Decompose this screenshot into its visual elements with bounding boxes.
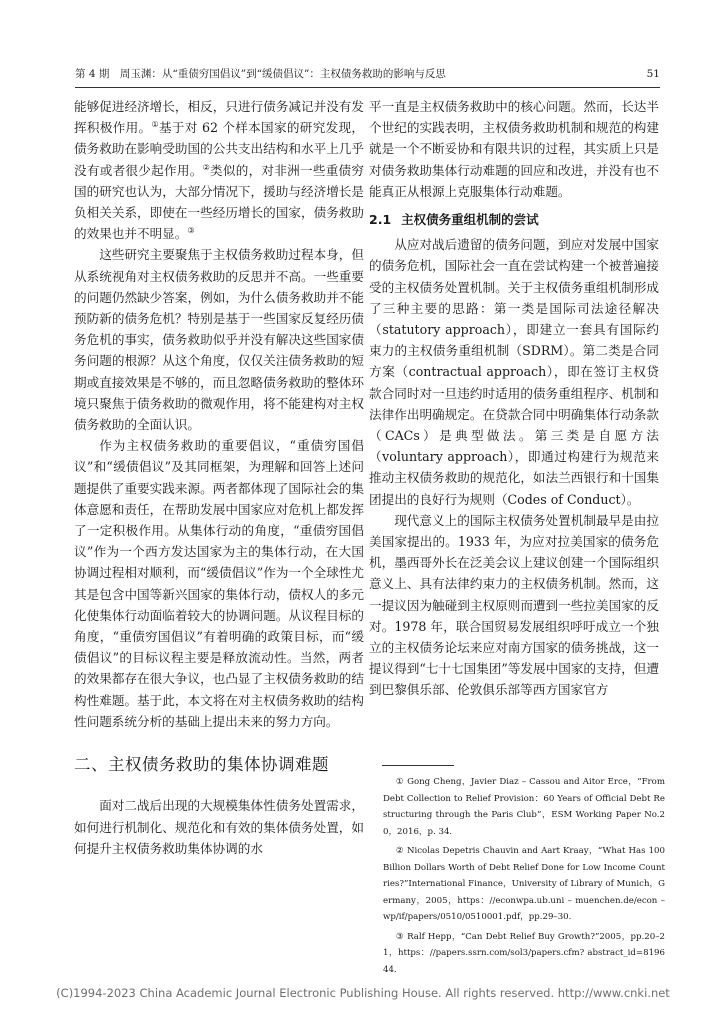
footnote-ref[interactable]: ① bbox=[151, 120, 159, 130]
paragraph: 面对二战后出现的大规模集体性债务处置需求，如何进行机制化、规范化和有效的集体债务处置，如何提升主权债务救助集体协调的水 bbox=[74, 798, 364, 856]
footnotes bbox=[383, 774, 665, 981]
running-header bbox=[75, 64, 660, 84]
footnote: ② Nicolas Depetris Chauvin and Aart Kraay，“What Has 100 Billion Dollars Worth of Debt Relief Done for Low Income Countries?”International Finance，University of Library of Munich，Germany，2005，https：//econwpa.ub.uni – muenchen.de/econ – wp/if/papers/0510/0510001.pdf，pp.29–30. bbox=[383, 846, 665, 922]
section-title: 二、主权债务救助的集体协调难题 bbox=[74, 755, 329, 775]
left-column bbox=[74, 96, 364, 859]
page-number: 51 bbox=[646, 68, 660, 80]
paragraph: 作为主权债务救助的重要倡议，“重债穷国倡议”和“缓债倡议”及其同框架，为理解和回答上述问题提供了重要实践来源。两者都体现了国际社会的集体意愿和责任，在帮助发展中国家应对危机上都发挥了一定积极作用。从集体行动的角度，“重债穷国倡议”作为一个西方发达国家为主的集体行动，在大国协调过程相对顺利，而“缓债倡议”作为一个全球性尤其是包含中国等新兴国家的集体行动，债权人的多元化使集体行动面临着较大的协调问题。从议程目标的角度，“重债穷国倡议”有着明确的政策目标，而“缓债倡议”的目标议程主要是释放流动性。当然，两者的效果都存在很大争议，也凸显了主权债务救助的结构性难题。基于此，本文将在对主权债务救助的结构性问题系统分析的基础上提出未来的努力方向。 bbox=[74, 438, 364, 729]
paragraph: 现代意义上的国际主权债务处置机制最早是由拉美国家提出的。1933 年，为应对拉美国家的债务危机，墨西哥外长在泛美会议上建议创建一个国际组织意义上、具有法律约束力的主权债务机制。然而，这一提议因为触碰到主权原则而遭到一些拉美国家的反对。1978 年，联合国贸易发展组织呼吁成立一个独立的主权债务论坛来应对南方国家的债务挑战，这一提议得到“七十七国集团”等发展中国家的支持，但遭到巴黎俱乐部、伦敦俱乐部等西方国家官方 bbox=[369, 512, 659, 698]
paragraph: 平一直是主权债务救助中的核心问题。然而，长达半个世纪的实践表明，主权债务救助机制和规范的构建就是一个不断妥协和有限共识的过程，其实质上只是对债务救助集体行动难题的回应和改进，并没有也不能真正从根源上克服集体行动难题。 bbox=[369, 99, 659, 199]
footnote-ref[interactable]: ③ bbox=[187, 226, 195, 236]
copyright-footer: (C)1994-2023 China Academic Journal Electronic Publishing House. All rights reserved. http://www.cnki.net bbox=[56, 986, 670, 1000]
running-header-title: 第 4 期 周玉渊：从“重债穷国倡议”到“缓债倡议”：主权债务救助的影响与反思 bbox=[75, 68, 446, 80]
paragraph: 从应对战后遗留的债务问题，到应对发展中国家的债务危机，国际社会一直在尝试构建一个被普遍接受的主权债务处置机制。关于主权债务重组机制形成了三种主要的思路：第一类是国际司法途径解决（statutory approach），即建立一套具有国际约束力的主权债务重组机制（SDRM）。第二类是合同方案（contractual approach），即在签订主权贷款合同时对一旦违约时适用的债务重组程序、机制和法律作出明确规定。在贷款合同中明确集体行动条款（CACs）是典型做法。第三类是自愿方法（voluntary approach），即通过构建行为规范来推动主权债务救助的规范化，如法兰西银行和十国集团提出的良好行为规则（Codes of Conduct）。 bbox=[369, 237, 659, 507]
footnote: ① Gong Cheng，Javier Diaz – Cassou and Aitor Erce，“From Debt Collection to Relief Provision：60 Years of Official Debt Restructuring through the Paris Club”，ESM Working Paper No.20，2016，p. 34. bbox=[383, 777, 665, 837]
footnote-rule bbox=[382, 765, 454, 766]
paragraph: 能够促进经济增长，相反，只进行债务减记并没有发挥积极作用。①基于对 62 个样本国家的研究发现，债务救助在影响受助国的公共支出结构和水平上几乎没有或者很少起作用。②类似的，对非洲一些重债穷国的研究也认为，大部分情况下，援助与经济增长是负相关关系，即使在一些经历增长的国家，债务救助的效果也并不明显。③ bbox=[74, 99, 365, 242]
header-rule bbox=[75, 87, 660, 88]
footnote-ref[interactable]: ② bbox=[202, 162, 210, 172]
footnote: ③ Ralf Hepp，“Can Debt Relief Buy Growth?”2005，pp.20–21，https：//papers.ssrn.com/sol3/papers.cfm? abstract_id=819644. bbox=[383, 931, 665, 975]
right-column bbox=[369, 96, 659, 701]
subsection-title bbox=[369, 209, 659, 230]
subsection-number: 2.1 bbox=[369, 212, 392, 228]
subsection-title-text: 主权债务重组机制的尝试 bbox=[401, 212, 539, 228]
paragraph: 这些研究主要聚焦于主权债务救助过程本身，但从系统视角对主权债务救助的反思并不高。一些重要的问题仍然缺少答案，例如，为什么债务救助并不能预防新的债务危机？特别是基于一些国家反复经历债务危机的事实，债务救助似乎并没有解决这些国家债务问题的根源？从这个角度，仅仅关注债务救助的短期或直接效果是不够的，而且忽略债务救助的整体环境只聚焦于债务救助的微观作用，将不能建构对主权债务救助的全面认识。 bbox=[74, 247, 364, 433]
